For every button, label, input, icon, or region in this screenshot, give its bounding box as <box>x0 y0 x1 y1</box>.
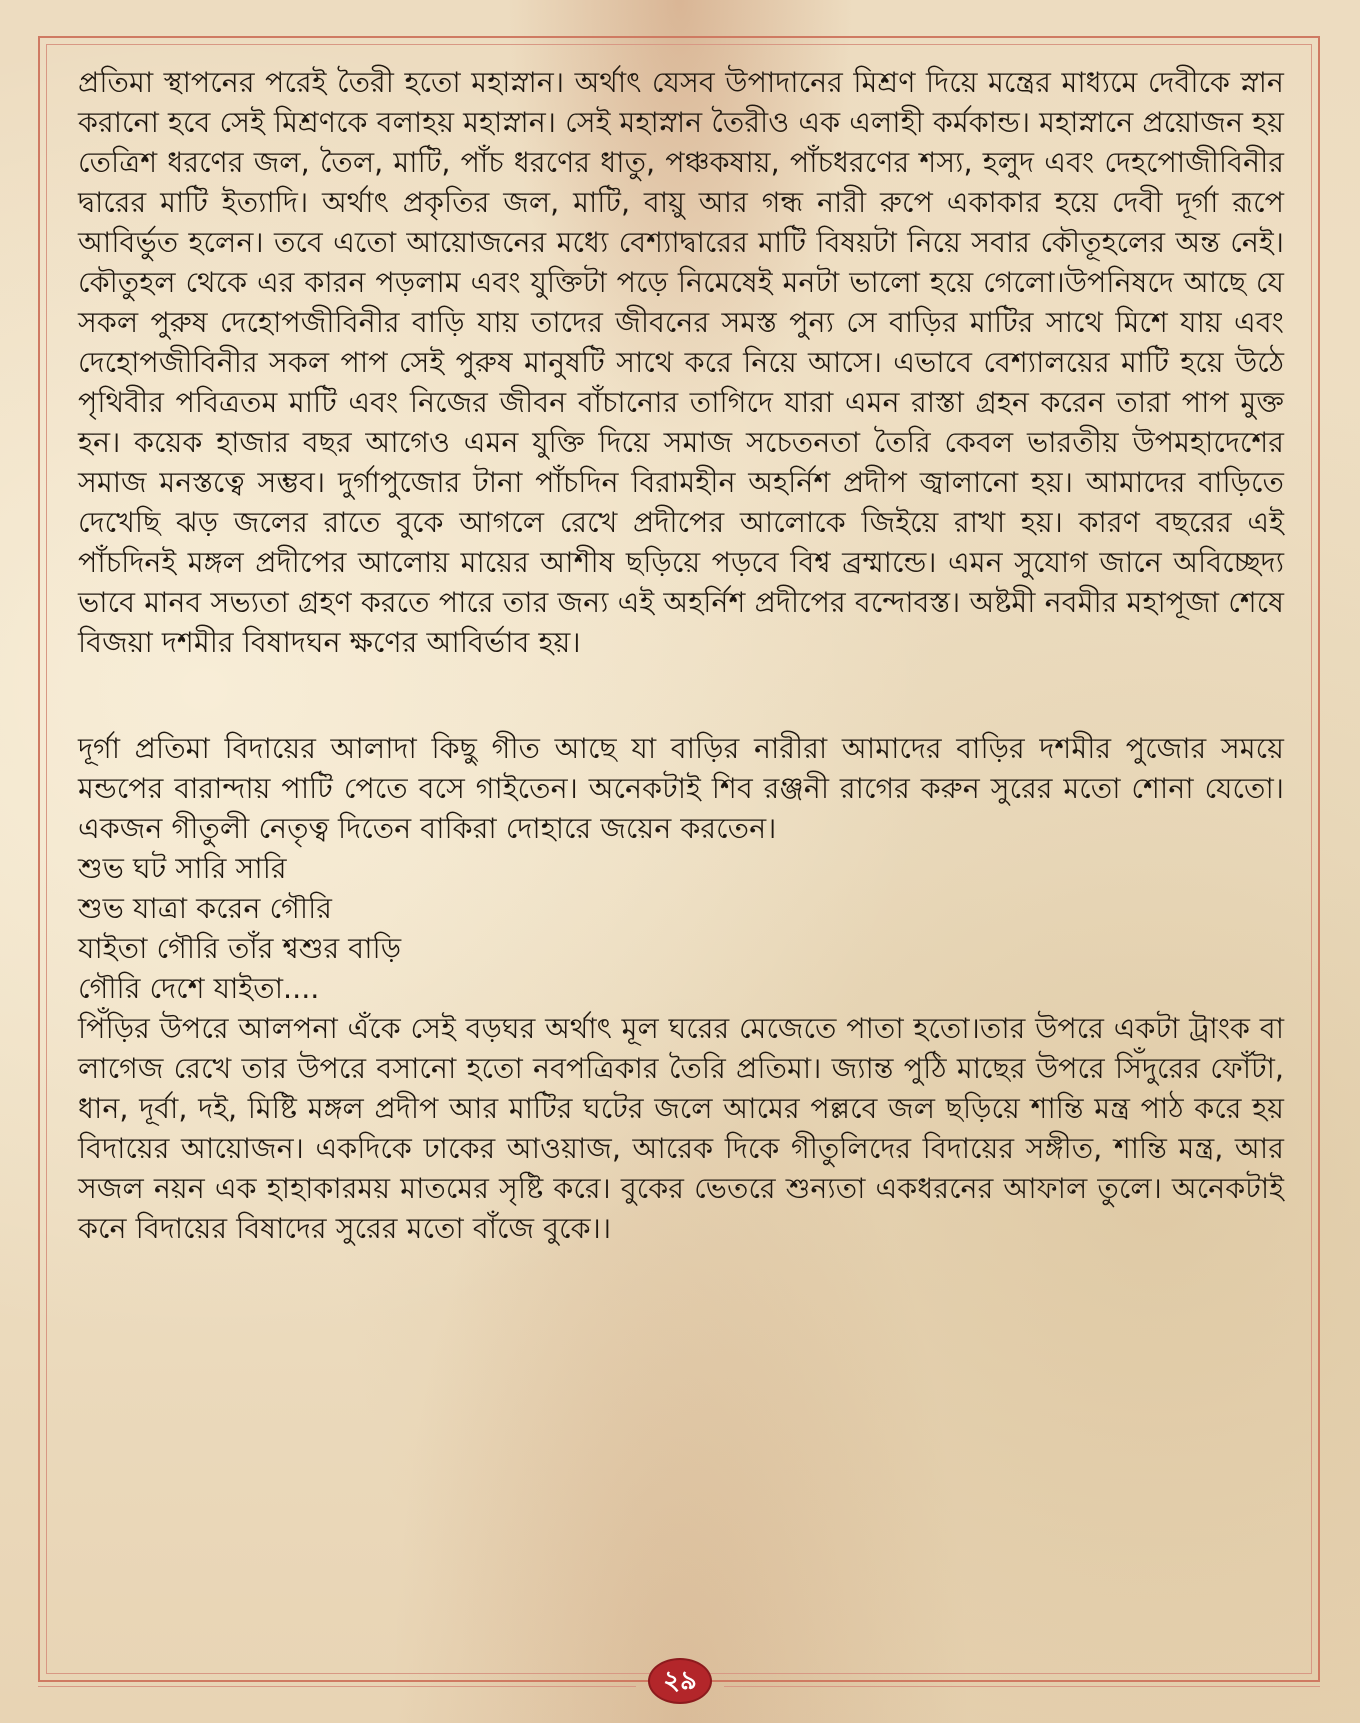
paragraph-gap <box>78 662 1284 728</box>
page-body <box>78 62 1284 1248</box>
verse-line: শুভ ঘট সারি সারি <box>78 851 287 885</box>
paragraph-farewell-ritual: পিঁড়ির উপরে আলপনা এঁকে সেই বড়ঘর অর্থাৎ মূল ঘরের মেজেতে পাতা হতো।তার উপরে একটা ট্রাংক বা লাগেজ রেখে তার উপরে বসানো হতো নবপত্রিকার তৈরি প্রতিমা। জ্যান্ত পুঠি মাছের উপরে সিঁদুরের ফোঁটা, ধান, দূর্বা, দই, মিষ্টি মঙ্গল প্রদীপ আর মাটির ঘটের জলে আমের পল্লবে জল ছড়িয়ে শান্তি মন্ত্র পাঠ করে হয় বিদায়ের আয়োজন। একদিকে ঢাকের আওয়াজ, আরেক দিকে গীতুলিদের বিদায়ের সঙ্গীত, শান্তি মন্ত্র, আর সজল নয়ন এক হাহাকারময় মাতমের সৃষ্টি করে। বুকের ভেতরে শুন্যতা একধরনের আফাল তুলে। অনেকটাই কনে বিদায়ের বিষাদের সুরের মতো বাঁজে বুকে।। <box>78 1011 1284 1245</box>
verse-line: যাইতা গৌরি তাঁর শ্বশুর বাড়ি <box>78 931 402 965</box>
verse-line: শুভ যাত্রা করেন গৌরি <box>78 891 332 925</box>
footer-rule-right <box>724 1680 1320 1682</box>
page-footer <box>0 1658 1360 1704</box>
paragraph-mahasnan: প্রতিমা স্থাপনের পরেই তৈরী হতো মহাস্নান। অর্থাৎ যেসব উপাদানের মিশ্রণ দিয়ে মন্ত্রের মাধ্যমে দেবীকে স্নান করানো হবে সেই মিশ্রণকে বলাহয় মহাস্নান। সেই মহাস্নান তৈরীও এক এলাহী কর্মকান্ড। মহাস্নানে প্রয়োজন হয় তেত্রিশ ধরণের জল, তৈল, মাটি, পাঁচ ধরণের ধাতু, পঞ্চকষায়, পাঁচধরণের শস্য, হলুদ এবং দেহপোজীবিনীর দ্বারের মাটি ইত্যাদি। অর্থাৎ প্রকৃতির জল, মাটি, বায়ু আর গন্ধ নারী রুপে একাকার হয়ে দেবী দূর্গা রূপে আবির্ভুত হলেন। তবে এতো আয়োজনের মধ্যে বেশ্যাদ্বারের মাটি বিষয়টা নিয়ে সবার কৌতূহলের অন্ত নেই। কৌতুহল থেকে এর কারন পড়লাম এবং যুক্তিটা পড়ে নিমেষেই মনটা ভালো হয়ে গেলো।উপনিষদে আছে যে সকল পুরুষ দেহোপজীবিনীর বাড়ি যায় তাদের জীবনের সমস্ত পুন্য সে বাড়ির মাটির সাথে মিশে যায় এবং দেহোপজীবিনীর সকল পাপ সেই পুরুষ মানুষটি সাথে করে নিয়ে আসে। এভাবে বেশ্যালয়ের মাটি হয়ে উঠে পৃথিবীর পবিত্রতম মাটি এবং নিজের জীবন বাঁচানোর তাগিদে যারা এমন রাস্তা গ্রহন করেন তারা পাপ মুক্ত হন। কয়েক হাজার বছর আগেও এমন যুক্তি দিয়ে সমাজ সচেতনতা তৈরি কেবল ভারতীয় উপমহাদেশের সমাজ মনস্তত্বে সম্ভব। দুর্গাপুজোর টানা পাঁচদিন বিরামহীন অহর্নিশ প্রদীপ জ্বালানো হয়। আমাদের বাড়িতে দেখেছি ঝড় জলের রাতে বুকে আগলে রেখে প্রদীপের আলোকে জিইয়ে রাখা হয়। কারণ বছরের এই পাঁচদিনই মঙ্গল প্রদীপের আলোয় মায়ের আশীষ ছড়িয়ে পড়বে বিশ্ব ব্রম্মান্ডে। এমন সুযোগ জানে অবিচ্ছেদ্য ভাবে মানব সভ্যতা গ্রহণ করতে পারে তার জন্য এই অহর্নিশ প্রদীপের বন্দোবস্ত। অষ্টমী নবমীর মহাপূজা শেষে বিজয়া দশমীর বিষাদঘন ক্ষণের আবির্ভাব হয়। <box>78 65 1284 659</box>
verse-line: গৌরি দেশে যাইতা.... <box>78 971 320 1005</box>
footer-rule-left <box>38 1680 636 1682</box>
verse-block <box>78 848 1284 1008</box>
page-number: ২৯ <box>648 1658 712 1704</box>
paragraph-farewell-songs: দূর্গা প্রতিমা বিদায়ের আলাদা কিছু গীত আছে যা বাড়ির নারীরা আমাদের বাড়ির দশমীর পুজোর সময়ে মন্ডপের বারান্দায় পাটি পেতে বসে গাইতেন। অনেকটাই শিব রঞ্জনী রাগের করুন সুরের মতো শোনা যেতো। একজন গীতুলী নেতৃত্ব দিতেন বাকিরা দোহারে জয়েন করতেন। <box>78 731 1284 845</box>
